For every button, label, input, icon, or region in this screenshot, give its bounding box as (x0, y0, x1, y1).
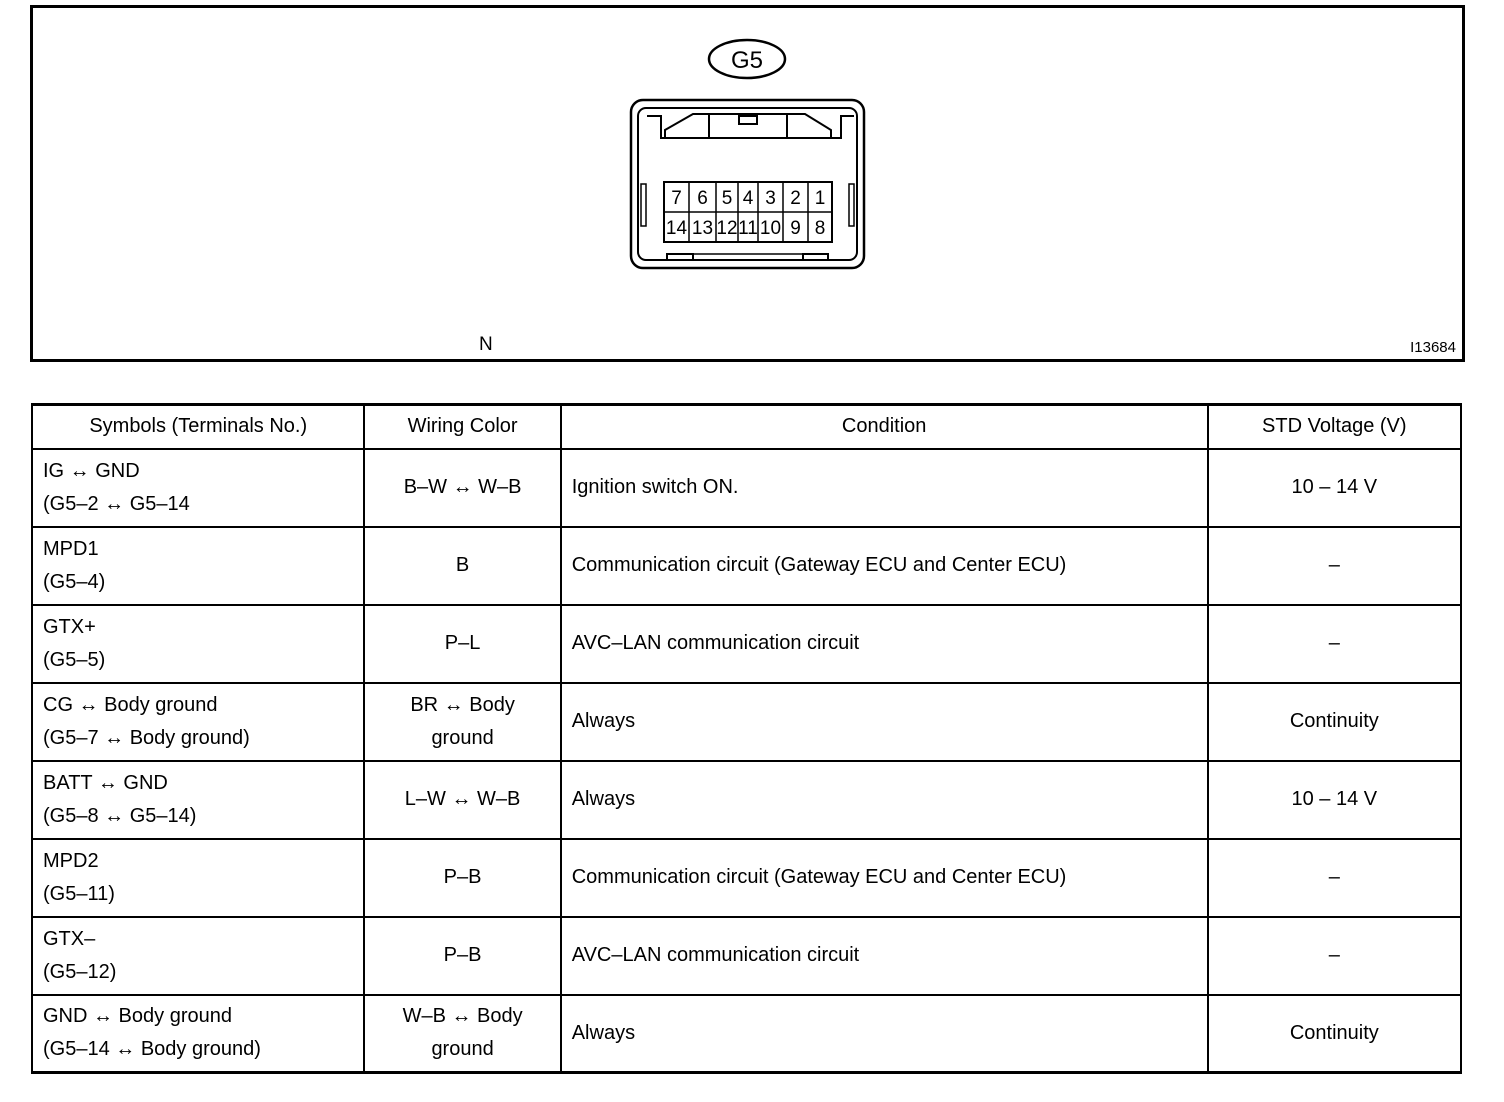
symbol-cell (32, 995, 364, 1073)
pin-number: 7 (671, 188, 682, 209)
wiring-color: W–B ↔ Body (402, 1005, 523, 1028)
table-row (32, 995, 1461, 1073)
condition-cell: Ignition switch ON. (561, 449, 1208, 527)
terminal-number: (G5–2 ↔ G5–14 (43, 492, 190, 515)
table-row (32, 917, 1461, 995)
pin-number: 8 (814, 218, 826, 239)
symbol-cell (32, 761, 364, 839)
wiring-color: P–B (443, 866, 482, 888)
terminal-number: (G5–5) (43, 648, 106, 671)
header-std-voltage: STD Voltage (V) (1208, 405, 1461, 449)
wiring-color: P–L (444, 632, 481, 654)
pin-number: 14 (665, 218, 688, 239)
figure-id: I13684 (1410, 339, 1456, 356)
pin-number: 10 (759, 218, 782, 239)
wiring-color-cell (364, 527, 560, 605)
wiring-color-cell (364, 761, 560, 839)
std-voltage-cell: – (1208, 917, 1461, 995)
pin-number: 1 (814, 188, 826, 209)
terminal-table (31, 403, 1462, 1074)
symbol-name: BATT ↔ GND (43, 771, 168, 794)
header-wiring-color: Wiring Color (364, 405, 560, 449)
terminal-number: (G5–12) (43, 960, 117, 983)
terminal-number: (G5–8 ↔ G5–14) (43, 804, 197, 827)
table-row (32, 449, 1461, 527)
symbol-name: MPD2 (43, 849, 99, 872)
wiring-color: B (455, 554, 470, 576)
terminal-number: (G5–11) (43, 882, 115, 905)
symbol-cell (32, 527, 364, 605)
symbol-name: IG ↔ GND (43, 459, 140, 482)
wiring-color: L–W ↔ W–B (404, 788, 521, 810)
header-condition: Condition (561, 405, 1208, 449)
condition-cell: Always (561, 683, 1208, 761)
std-voltage-cell: Continuity (1208, 995, 1461, 1073)
std-voltage-cell: Continuity (1208, 683, 1461, 761)
symbol-name: GND ↔ Body ground (43, 1005, 232, 1028)
condition-cell: Always (561, 995, 1208, 1073)
table-row (32, 761, 1461, 839)
symbol-name: CG ↔ Body ground (43, 693, 218, 716)
terminal-number: (G5–7 ↔ Body ground) (43, 726, 250, 749)
wiring-color: BR ↔ Body (410, 693, 515, 716)
terminal-number: (G5–14 ↔ Body ground) (43, 1038, 261, 1061)
std-voltage-cell: 10 – 14 V (1208, 761, 1461, 839)
wiring-color-cell (364, 449, 560, 527)
std-voltage-cell: – (1208, 839, 1461, 917)
std-voltage-cell: – (1208, 527, 1461, 605)
wiring-color: P–B (443, 944, 482, 966)
view-label: N (479, 334, 493, 355)
wiring-color-continued: ground (431, 726, 494, 749)
pin-number: 9 (790, 218, 801, 239)
std-voltage-cell: – (1208, 605, 1461, 683)
condition-cell: Communication circuit (Gateway ECU and Center ECU) (561, 839, 1208, 917)
terminal-number: (G5–4) (43, 570, 106, 593)
table-body (32, 449, 1461, 1073)
table-header-row (32, 405, 1461, 449)
wiring-color-cell (364, 917, 560, 995)
condition-cell: Always (561, 761, 1208, 839)
pin-number: 3 (765, 188, 776, 209)
pin-number: 4 (742, 188, 754, 209)
wiring-color-cell (364, 839, 560, 917)
pin-number: 5 (721, 188, 733, 209)
pin-number: 12 (716, 218, 738, 239)
symbol-cell (32, 839, 364, 917)
wiring-color-continued: ground (431, 1038, 494, 1061)
pin-number: 2 (790, 188, 801, 209)
table-row (32, 527, 1461, 605)
wiring-color-cell (364, 995, 560, 1073)
symbol-name: MPD1 (43, 537, 99, 560)
symbol-cell (32, 449, 364, 527)
symbol-name: GTX– (43, 927, 96, 950)
condition-cell: AVC–LAN communication circuit (561, 605, 1208, 683)
pin-labels (666, 188, 825, 239)
condition-cell: Communication circuit (Gateway ECU and Center ECU) (561, 527, 1208, 605)
pin-number: 6 (697, 188, 708, 209)
symbol-name: GTX+ (43, 615, 96, 638)
condition-cell: AVC–LAN communication circuit (561, 917, 1208, 995)
pin-number: 11 (738, 218, 758, 239)
symbol-cell (32, 917, 364, 995)
table-row (32, 683, 1461, 761)
table-row (32, 605, 1461, 683)
std-voltage-cell: 10 – 14 V (1208, 449, 1461, 527)
header-symbols: Symbols (Terminals No.) (32, 405, 364, 449)
wiring-color-cell (364, 683, 560, 761)
wiring-color: B–W ↔ W–B (403, 476, 522, 498)
symbol-cell (32, 683, 364, 761)
connector-label: G5 (730, 47, 764, 74)
table-row (32, 839, 1461, 917)
connector-g5-diagram (33, 8, 1462, 359)
symbol-cell (32, 605, 364, 683)
wiring-color-cell (364, 605, 560, 683)
pin-number: 13 (691, 218, 714, 239)
connector-diagram-frame (30, 5, 1465, 362)
